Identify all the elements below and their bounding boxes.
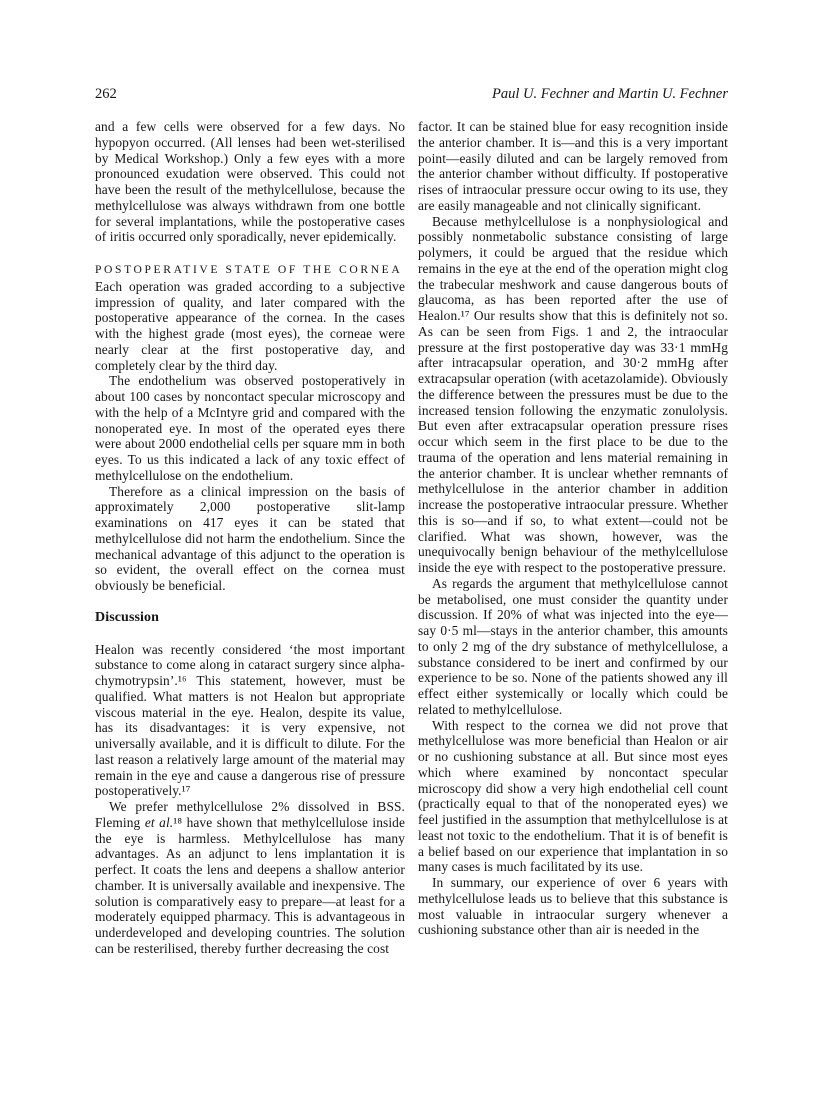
right-column (418, 119, 728, 957)
paragraph-endothelium: The endothelium was observed postoperatively in about 100 cases by noncontact specular microscopy and with the help of a McIntyre grid and compared with the nonoperated eye. In most of the operated eyes there were about 2000 endothelial cells per square mm in both eyes. To us this indicated a lack of any toxic effect of methylcellulose on the endothelium. (95, 373, 405, 483)
paragraph-clinical-impression: Therefore as a clinical impression on the basis of approximately 2,000 postoperative slit-lamp examinations on 417 eyes it can be stated that methylcellulose did not harm the endothelium. Since the mechanical advantage of this adjunct to the operation is so evident, the overall effect on the cornea must obviously be beneficial. (95, 483, 405, 593)
paragraph-healon: Healon was recently considered ‘the most important substance to come along in cataract surgery since alpha-chymotrypsin’.¹⁶ This statement, however, must be qualified. What matters is not Healon but appropriate viscous material in the eye. Healon, despite its value, has its disadvantages: it is very expensive, not universally available, and it is difficult to dilute. For the last reason a relatively large amount of the material may remain in the eye and cause a dangerous rise of pressure postoperatively.¹⁷ (95, 641, 405, 799)
paragraph-with-respect: With respect to the cornea we did not prove that methylcellulose was more beneficial than Healon or air or no cushioning substance at all. But since most eyes which where examined by noncontact specular microscopy did show a very high endothelial cell count (practically equal to that of the nonoperated eyes) we feel justified in the assumption that methylcellulose is at least not toxic to the endothelium. That it is of benefit is a belief based on our experience that implantation in so many cases is much facilitated by its use. (418, 717, 728, 875)
paragraph-as-regards: As regards the argument that methylcellulose cannot be metabolised, one must consider the quantity under discussion. If 20% of what was injected into the eye—say 0·5 ml—stays in the anterior chamber, this amounts to only 2 mg of the dry substance of methylcellulose, a substance considered to be inert and confirmed by our experience to be so. None of the patients showed any ill effect either systemically or locally which could be related to methylcellulose. (418, 575, 728, 717)
running-header (95, 86, 728, 103)
running-head-authors: Paul U. Fechner and Martin U. Fechner (492, 86, 728, 102)
section-heading-discussion: Discussion (95, 609, 160, 625)
paragraph-because-methylcellulose: Because methylcellulose is a nonphysiological and possibly nonmetabolic substance consisting of large polymers, it could be argued that the residue which remains in the eye at the end of the operation might clog the trabecular meshwork and cause dangerous bouts of glaucoma, as has been reported after the use of Healon.¹⁷ Our results show that this is definitely not so. As can be seen from Figs. 1 and 2, the intraocular pressure at the first postoperative day was 33·1 mmHg after intracapsular operation, and 30·2 mmHg after extracapsular operation (with acetazolamide). Obviously the difference between the pressures must be due to the increased tension following the enzymatic zonulolysis. But even after extracapsular operation pressure rises occur which seem in the first place to be due to the trauma of the operation and lens material remaining in the anterior chamber. It is unclear whether remnants of methylcellulose in the anterior chamber in addition increase the postoperative intraocular pressure. Whether this is so—and if so, to what extent—could not be clarified. What was shown, however, was the unequivocally benign behaviour of the methylcellulose inside the eye with respect to the postoperative pressure. (418, 213, 728, 575)
paragraph-in-summary: In summary, our experience of over 6 years with methylcellulose leads us to believe that this substance is most valuable in intraocular surgery whenever a cushioning substance other than air is needed in the (418, 875, 728, 938)
paragraph-we-prefer-post: ¹⁸ have shown that methylcellulose inside the eye is harmless. Methylcellulose has many advantages. As an adjunct to lens implantation it is perfect. It coats the lens and deepens a shallow anterior chamber. It is universally available and inexpensive. The solution is comparatively easy to prepare—at least for a moderately equipped pharmacy. This is advantageous in underdeveloped and developing countries. The solution can be resterilised, thereby further decreasing the cost (95, 814, 405, 956)
paragraph-we-prefer (95, 799, 405, 957)
paragraph-continuation: and a few cells were observed for a few days. No hypopyon occurred. (All lenses had been wet-sterilised by Medical Workshop.) Only a few eyes with a more pronounced exudation were observed. This could not have been the result of the methylcellulose, because the methylcellulose was always withdrawn from one bottle for several implantations, while the postoperative cases of iritis occurred only sporadically, never epidemically. (95, 119, 405, 245)
section-heading-postoperative-state: POSTOPERATIVE STATE OF THE CORNEA (95, 263, 403, 276)
page-number: 262 (95, 86, 117, 102)
left-column (95, 119, 405, 957)
paragraph-grading: Each operation was graded according to a subjective impression of quality, and later compared with the postoperative appearance of the cornea. In the cases with the highest grade (most eyes), the corneae were nearly clear at the first postoperative day, and completely clear by the third day. (95, 278, 405, 373)
two-column-body (95, 119, 728, 957)
paragraph-factor: factor. It can be stained blue for easy recognition inside the anterior chamber. It is—and this is a very important point—easily diluted and can be largely removed from the anterior chamber without difficulty. If postoperative rises of intraocular pressure occur owing to its use, they are easily manageable and not clinically significant. (418, 119, 728, 213)
paragraph-we-prefer-pre: We prefer methylcellulose 2% dissolved in BSS. Fleming (95, 799, 405, 830)
et-al-italic: et al. (144, 814, 174, 830)
